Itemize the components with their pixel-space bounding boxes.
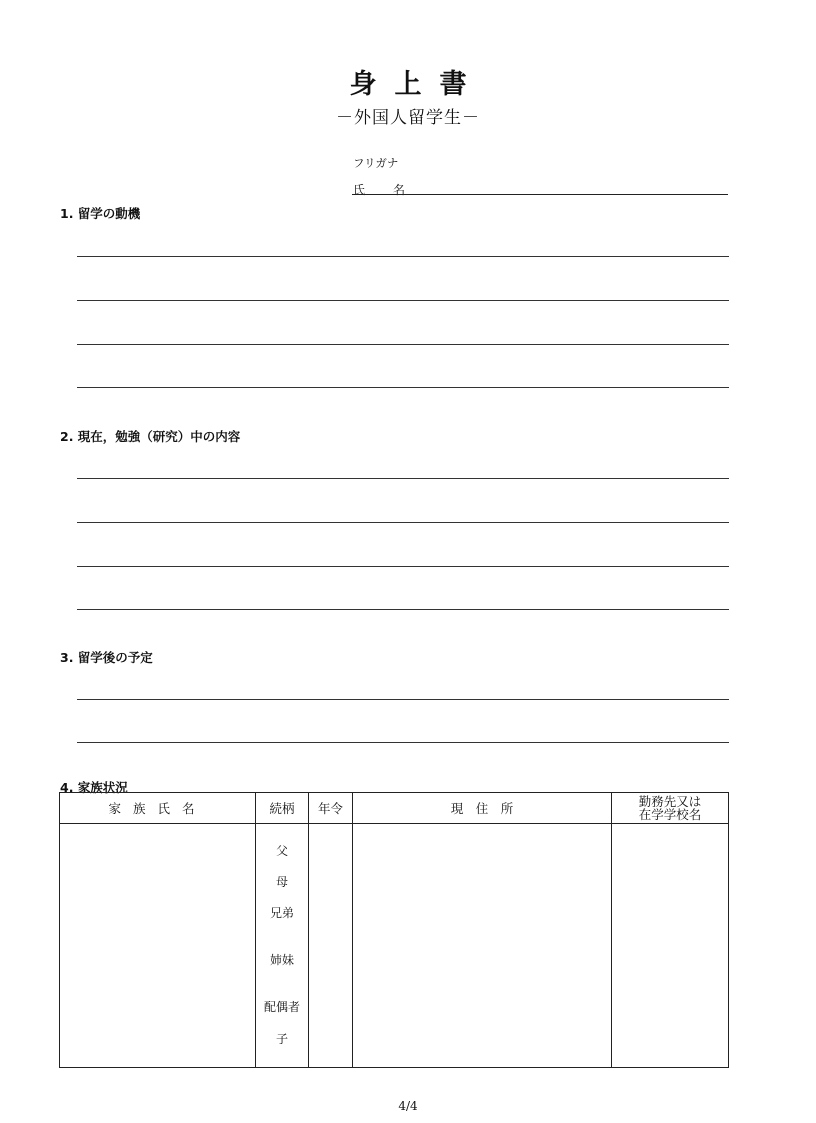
table-header-row (60, 793, 729, 824)
answer-line[interactable] (77, 609, 729, 610)
header-age: 年令 (309, 793, 353, 824)
answer-line[interactable] (77, 522, 729, 523)
header-workplace-line2: 在学学校名 (638, 807, 702, 822)
relation-item: 兄弟 (269, 906, 294, 920)
relation-item: 父 (275, 844, 288, 858)
answer-line[interactable] (77, 387, 729, 388)
answer-line[interactable] (77, 478, 729, 479)
header-relation: 続柄 (256, 793, 309, 824)
relation-item: 子 (275, 1032, 288, 1046)
header-family-name: 家族氏名 (60, 793, 256, 824)
name-field[interactable] (352, 194, 728, 195)
answer-line[interactable] (77, 344, 729, 345)
document-title: 身上書 (349, 69, 485, 100)
answer-line[interactable] (77, 699, 729, 700)
section-2-heading: 2. 現在，勉強（研究）中の内容 (60, 429, 241, 444)
page-number: 4/4 (398, 1099, 418, 1113)
family-table (59, 792, 729, 1068)
relation-item: 母 (275, 875, 288, 889)
relation-item: 配偶者 (263, 1000, 300, 1014)
age-cell[interactable] (309, 824, 353, 1068)
relation-cell (256, 824, 309, 1068)
furigana-label: フリガナ (353, 156, 399, 170)
relation-list (256, 824, 308, 1050)
section-4-heading: 4. 家族状況 (60, 780, 128, 795)
section-3-heading: 3. 留学後の予定 (60, 650, 153, 665)
section-1-heading: 1. 留学の動機 (60, 206, 141, 221)
header-workplace (612, 793, 729, 824)
answer-line[interactable] (77, 300, 729, 301)
relation-item: 姉妹 (269, 953, 294, 967)
document-subtitle: －外国人留学生－ (336, 108, 480, 128)
answer-line[interactable] (77, 742, 729, 743)
header-workplace-line1: 勤務先又は (638, 794, 702, 809)
answer-line[interactable] (77, 566, 729, 567)
name-label: 氏名 (353, 183, 434, 197)
table-row (60, 824, 729, 1068)
answer-line[interactable] (77, 256, 729, 257)
family-name-cell[interactable] (60, 824, 256, 1068)
header-address: 現 住 所 (353, 793, 612, 824)
workplace-cell[interactable] (612, 824, 729, 1068)
address-cell[interactable] (353, 824, 612, 1068)
